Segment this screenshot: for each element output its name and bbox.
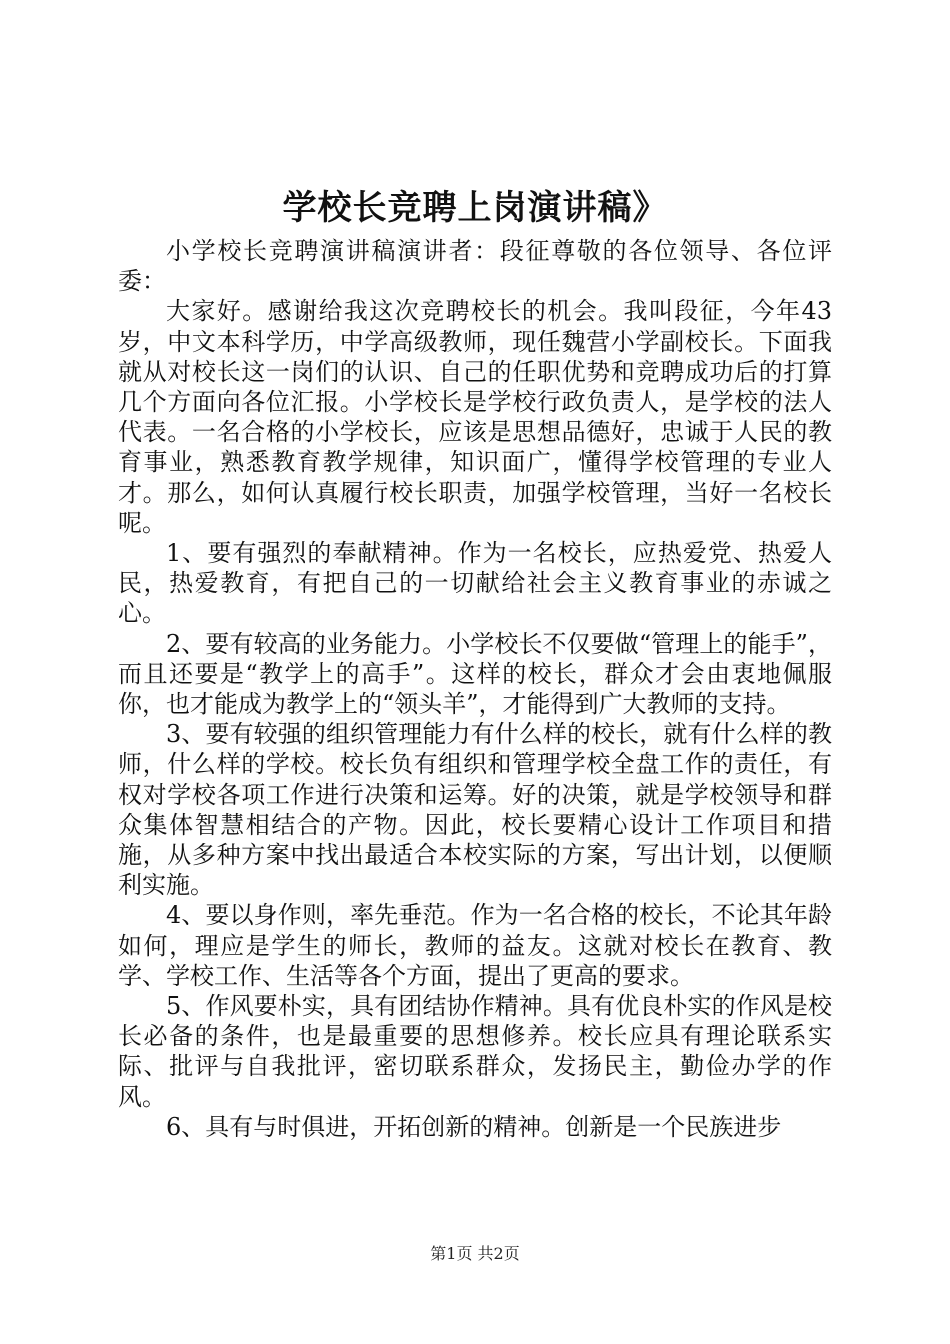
paragraph-introduction: 大家好。感谢给我这次竞聘校长的机会。我叫段征，今年43岁，中文本科学历，中学高级教师，现任魏营小学副校长。下面我就从对校长这一岗们的认识、自己的任职优势和竞聘成功后的打算几个方面向各位汇报。小学校长是学校行政负责人，是学校的法人代表。一名合格的小学校长，应该是思想品德好，忠诚于人民的教育事业，熟悉教育教学规律，知识面广，懂得学校管理的专业人才。那么，如何认真履行校长职责，加强学校管理，当好一名校长呢。 bbox=[118, 297, 832, 537]
paragraph-opening: 小学校长竞聘演讲稿演讲者：段征尊敬的各位领导、各位评委： bbox=[118, 237, 832, 296]
paragraph-point-6: 6、具有与时俱进，开拓创新的精神。创新是一个民族进步 bbox=[166, 1112, 782, 1141]
paragraph-point-5: 5、作风要朴实，具有团结协作精神。具有优良朴实的作风是校长必备的条件，也是最重要的思想修养。校长应具有理论联系实际、批评与自我批评，密切联系群众，发扬民主，勤俭办学的作风。 bbox=[118, 992, 832, 1111]
paragraph-point-4: 4、要以身作则，率先垂范。作为一名合格的校长，不论其年龄如何，理应是学生的师长，教师的益友。这就对校长在教育、教学、学校工作、生活等各个方面，提出了更高的要求。 bbox=[118, 901, 832, 990]
paragraph-point-1: 1、要有强烈的奉献精神。作为一名校长，应热爱党、热爱人民，热爱教育，有把自己的一切献给社会主义教育事业的赤诚之心。 bbox=[118, 539, 832, 628]
document-body bbox=[118, 236, 832, 1142]
paragraph-point-2: 2、要有较高的业务能力。小学校长不仅要做“管理上的能手”，而且还要是“教学上的高手”。这样的校长，群众才会由衷地佩服你，也才能成为教学上的“领头羊”，才能得到广大教师的支持。 bbox=[118, 629, 832, 719]
paragraph-point-3: 3、要有较强的组织管理能力有什么样的校长，就有什么样的教师，什么样的学校。校长负有组织和管理学校全盘工作的责任，有权对学校各项工作进行决策和运筹。好的决策，就是学校领导和群众集体智慧相结合的产物。因此，校长要精心设计工作项目和措施，从多种方案中找出最适合本校实际的方案，写出计划，以便顺利实施。 bbox=[118, 720, 832, 900]
page-footer: 第1页 共2页 bbox=[430, 1244, 520, 1263]
page-title: 学校长竞聘上岗演讲稿》 bbox=[282, 188, 668, 228]
